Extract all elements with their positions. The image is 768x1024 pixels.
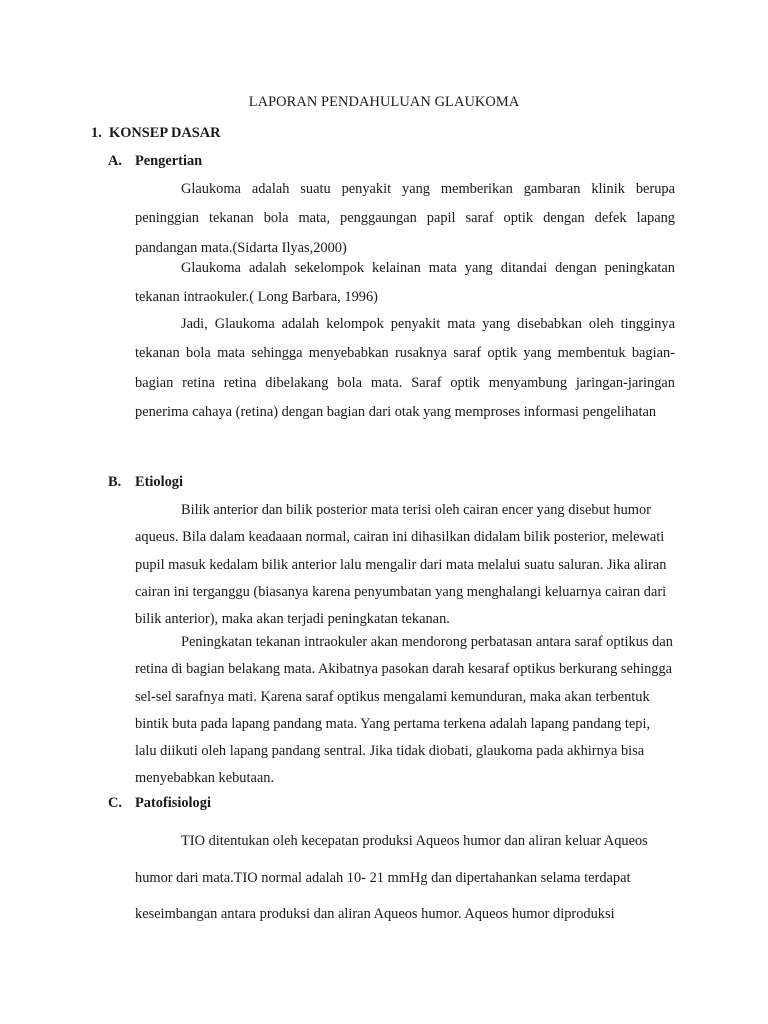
paragraph-pengertian-2: Glaukoma adalah sekelompok kelainan mata yang ditandai dengan peningkatan tekanan intraokuler.( Long Barbara, 1996) <box>135 260 675 306</box>
subsection-heading-patofisiologi <box>108 795 211 812</box>
subsection-letter: A. <box>108 153 122 169</box>
paragraph-pengertian-3: Jadi, Glaukoma adalah kelompok penyakit mata yang disebabkan oleh tingginya tekanan bola mata sehingga menyebabkan rusaknya saraf optik yang membentuk bagian-bagian retina retina dibelakang bola mata. Saraf optik menyambung jaringan-jaringan penerima cahaya (retina) dengan bagian dari otak yang memproses informasi pengelihatan <box>135 316 675 420</box>
subsection-heading-pengertian <box>108 153 202 170</box>
subsection-letter: C. <box>108 795 122 811</box>
section-number: 1. <box>91 125 102 141</box>
section-title: KONSEP DASAR <box>109 125 221 141</box>
paragraph-pengertian-1: Glaukoma adalah suatu penyakit yang memberikan gambaran klinik berupa peninggian tekanan bola mata, penggaungan papil saraf optik dengan defek lapang pandangan mata.(Sidarta Ilyas,2000) <box>135 181 675 256</box>
document-title: LAPORAN PENDAHULUAN GLAUKOMA <box>248 94 520 110</box>
subsection-heading-etiologi <box>108 474 183 491</box>
subsection-title: Etiologi <box>135 474 183 490</box>
paragraph-etiologi-2: Peningkatan tekanan intraokuler akan mendorong perbatasan antara saraf optikus dan retina di bagian belakang mata. Akibatnya pasokan darah kesaraf optikus berkurang sehingga sel-sel sarafnya mati. Karena saraf optikus mengalami kemunduran, maka akan terbentuk bintik buta pada lapang pandang mata. Yang pertama terkena adalah lapang pandang tepi, lalu diikuti oleh lapang pandang sentral. Jika tidak diobati, glaukoma pada akhirnya bisa menyebabkan kebutaan. <box>135 634 673 787</box>
section-heading-konsep-dasar <box>91 125 221 142</box>
paragraph-etiologi-1: Bilik anterior dan bilik posterior mata terisi oleh cairan encer yang disebut humor aqueus. Bila dalam keadaaan normal, cairan ini dihasilkan didalam bilik posterior, melewati pupil masuk kedalam bilik anterior lalu mengalir dari mata melalui suatu saluran. Jika aliran cairan ini terganggu (biasanya karena penyumbatan yang menghalangi keluarnya cairan dari bilik anterior), maka akan terjadi peningkatan tekanan. <box>135 502 667 628</box>
subsection-title: Pengertian <box>135 153 203 169</box>
subsection-title: Patofisiologi <box>135 795 211 811</box>
paragraph-patofisiologi-1: TIO ditentukan oleh kecepatan produksi Aqueos humor dan aliran keluar Aqueos humor dari mata.TIO normal adalah 10- 21 mmHg dan dipertahankan selama terdapat keseimbangan antara produksi dan aliran Aqueos humor. Aqueos humor diproduksi <box>135 833 648 922</box>
subsection-letter: B. <box>108 474 122 490</box>
